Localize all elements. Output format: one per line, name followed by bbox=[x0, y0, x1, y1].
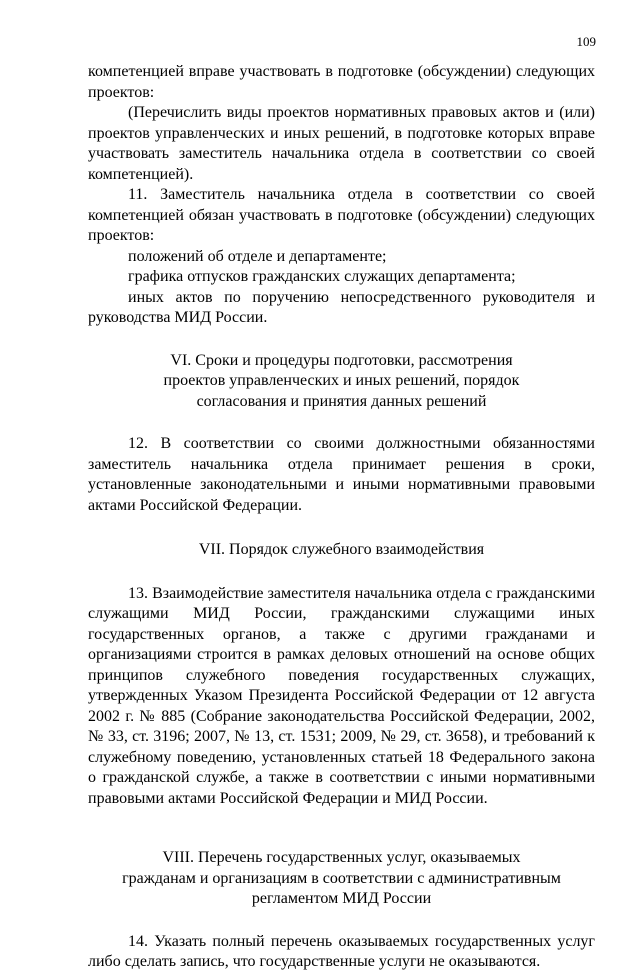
section-8-heading-line: VIII. Перечень государственных услуг, оказываемых bbox=[162, 849, 521, 866]
section-7-heading-line: VII. Порядок служебного взаимодействия bbox=[198, 541, 485, 558]
section-6-heading-line: согласования и принятия данных решений bbox=[196, 392, 487, 410]
section-8-heading bbox=[88, 848, 595, 910]
item-11-list-item: иных актов по поручению непосредственного руководителя и руководства МИД России. bbox=[88, 288, 595, 326]
section-6-heading bbox=[88, 351, 595, 413]
item-11-list-item: графика отпусков гражданских служащих департамента; bbox=[128, 268, 516, 285]
item-11-list-item: положений об отделе и департаменте; bbox=[128, 247, 387, 265]
intro-paragraph: компетенцией вправе участвовать в подготовке (обсуждении) следующих проектов: bbox=[88, 63, 595, 101]
intro-note: (Перечислить виды проектов нормативных правовых актов и (или) проектов управленческих и иных решений, в подготовке которых вправе участвовать заместитель начальника отдела в соответствии со своей компетенцией). bbox=[88, 104, 595, 183]
section-8-heading-line: регламентом МИД России bbox=[251, 890, 432, 907]
item-14: 14. Указать полный перечень оказываемых государственных услуг либо сделать запись, что государственные услуги не оказываются. bbox=[88, 932, 595, 970]
item-13: 13. Взаимодействие заместителя начальника отдела с гражданскими служащими МИД России, гражданскими служащими иных государственных органов, а также с другими гражданами и организациями строится в рамках деловых отношений на основе общих принципов служебного поведения государственных служащих, утвержденных Указом Президента Российской Федерации от 12 августа 2002 г. № 885 (Собрание законодательства Российской Федерации, 2002, № 33, ст. 3196; 2007, № 13, ст. 1531; 2009, № 29, ст. 3658), и требований к служебному поведению, установленных статьей 18 Федерального закона о гражданской службе, а также в соответствии с иными нормативными правовыми актами Российской Федерации и МИД России. bbox=[88, 584, 595, 807]
page-number: 109 bbox=[576, 34, 596, 49]
item-12: 12. В соответствии со своими должностными обязанностями заместитель начальника отдела принимает решения в сроки, установленные законодательными и иными нормативными правовыми актами Российской Федерации. bbox=[88, 435, 595, 514]
item-11: 11. Заместитель начальника отдела в соответствии со своей компетенцией обязан участвовать в подготовке (обсуждении) следующих проектов: bbox=[88, 186, 595, 244]
document-body bbox=[88, 62, 595, 973]
section-7-heading bbox=[88, 540, 595, 561]
section-8-heading-line: гражданам и организациям в соответствии с административным bbox=[122, 869, 561, 887]
section-6-heading-line: VI. Сроки и процедуры подготовки, рассмотрения bbox=[170, 351, 513, 369]
section-6-heading-line: проектов управленческих и иных решений, порядок bbox=[163, 372, 520, 389]
